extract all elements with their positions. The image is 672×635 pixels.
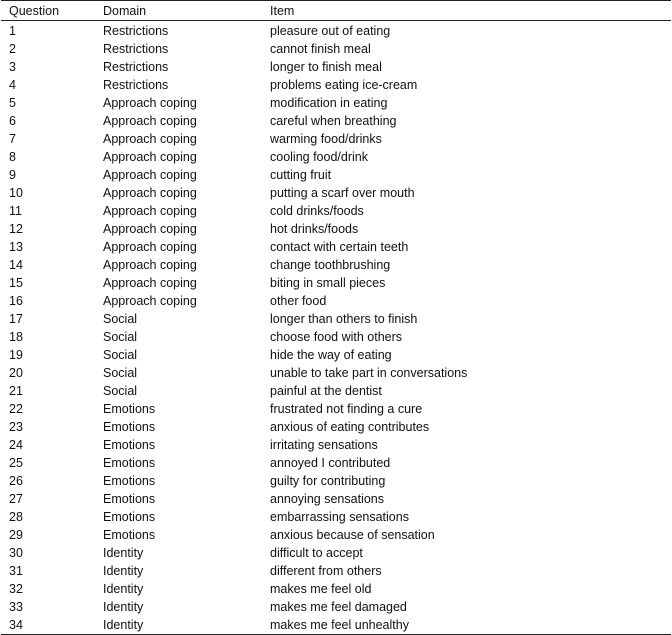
item-cell: modification in eating [270,96,388,110]
question-number-cell: 7 [9,132,16,146]
table-row [1,310,671,328]
question-number-cell: 22 [9,402,23,416]
item-cell: other food [270,294,327,308]
question-number-cell: 2 [9,42,16,56]
item-cell: annoyed I contributed [270,456,391,470]
domain-cell: Emotions [103,438,156,452]
question-number-cell: 12 [9,222,23,236]
question-number-cell: 20 [9,366,23,380]
table-row [1,562,671,580]
question-number-cell: 34 [1,616,95,635]
item-cell: unable to take part in conversations [270,366,468,380]
question-number-cell: 26 [9,474,23,488]
table-row [1,292,671,310]
table-row [1,274,671,292]
question-number-cell: 18 [9,330,23,344]
item-cell: biting in small pieces [270,276,386,290]
domain-cell: Approach coping [103,204,197,218]
domain-cell: Identity [103,582,144,596]
item-cell: contact with certain teeth [270,240,409,254]
question-number-cell: 5 [9,96,16,110]
table-row [1,166,671,184]
item-cell: anxious of eating contributes [270,420,430,434]
table-row [1,76,671,94]
domain-cell: Emotions [103,474,156,488]
question-number-cell: 31 [9,564,23,578]
question-number-cell: 4 [9,78,16,92]
domain-cell: Emotions [103,492,156,506]
table-row [1,598,671,616]
item-cell: hide the way of eating [270,348,392,362]
table-header [1,1,671,21]
table-row [1,94,671,112]
domain-cell: Approach coping [103,258,197,272]
question-number-cell: 30 [9,546,23,560]
header-question: Question [1,1,95,21]
table-row [1,184,671,202]
question-number-cell: 10 [9,186,23,200]
item-cell: choose food with others [270,330,403,344]
table-row [1,472,671,490]
question-number-cell: 29 [9,528,23,542]
domain-cell: Approach coping [103,168,197,182]
question-number-cell: 32 [9,582,23,596]
header-domain: Domain [95,1,262,21]
questionnaire-table [1,0,671,635]
domain-cell: Social [103,366,138,380]
question-number-cell: 14 [9,258,23,272]
table-row [1,202,671,220]
item-cell: guilty for contributing [270,474,386,488]
domain-cell: Identity [103,600,144,614]
table-row [1,40,671,58]
table-row [1,58,671,76]
question-number-cell: 25 [9,456,23,470]
item-cell: frustrated not finding a cure [270,402,423,416]
item-cell: cutting fruit [270,168,332,182]
table-row [1,400,671,418]
header-row [1,1,671,21]
domain-cell: Emotions [103,420,156,434]
table-row [1,220,671,238]
item-cell: annoying sensations [270,492,384,506]
domain-cell: Approach coping [103,96,197,110]
question-number-cell: 21 [9,384,23,398]
item-cell: irritating sensations [270,438,378,452]
table-row [1,508,671,526]
question-number-cell: 19 [9,348,23,362]
table-row [1,382,671,400]
question-number-cell: 11 [9,204,22,218]
item-cell: hot drinks/foods [270,222,359,236]
header-item: Item [262,1,671,21]
item-cell: makes me feel damaged [270,600,407,614]
domain-cell: Social [103,384,138,398]
item-cell: cooling food/drink [270,150,368,164]
domain-cell: Restrictions [103,60,169,74]
question-number-cell: 9 [9,168,16,182]
table-row [1,418,671,436]
item-cell: careful when breathing [270,114,397,128]
table-row [1,256,671,274]
item-cell: longer than others to finish [270,312,418,326]
domain-cell: Social [103,348,138,362]
question-number-cell: 17 [9,312,23,326]
question-number-cell: 1 [9,24,16,38]
item-cell: painful at the dentist [270,384,382,398]
question-number-cell: 16 [9,294,23,308]
table-row [1,238,671,256]
table-row [1,436,671,454]
domain-cell: Emotions [103,402,156,416]
item-cell: anxious because of sensation [270,528,435,542]
domain-cell: Approach coping [103,114,197,128]
table-row [1,526,671,544]
question-number-cell: 27 [9,492,23,506]
question-number-cell: 15 [9,276,23,290]
item-cell: embarrassing sensations [270,510,409,524]
domain-cell: Social [103,312,138,326]
table-row [1,490,671,508]
question-number-cell: 24 [9,438,23,452]
item-cell: makes me feel old [270,582,372,596]
table-row [1,544,671,562]
table-row [1,130,671,148]
domain-cell: Identity [103,564,144,578]
table-row [1,364,671,382]
table-row [1,346,671,364]
domain-cell: Restrictions [103,24,169,38]
domain-cell: Approach coping [103,222,197,236]
item-cell: longer to finish meal [270,60,382,74]
item-cell: different from others [270,564,382,578]
table-body [1,21,671,635]
table-row [1,454,671,472]
question-number-cell: 23 [9,420,23,434]
item-cell: difficult to accept [270,546,363,560]
item-cell: cold drinks/foods [270,204,364,218]
item-cell: problems eating ice-cream [270,78,418,92]
table-row [1,148,671,166]
item-cell: cannot finish meal [270,42,371,56]
domain-cell: Restrictions [103,42,169,56]
table-row [1,21,671,41]
table-row [1,328,671,346]
questionnaire-table-container [1,0,671,635]
table-row [1,616,671,635]
domain-cell: Emotions [103,456,156,470]
domain-cell: Approach coping [103,276,197,290]
item-cell: putting a scarf over mouth [270,186,415,200]
question-number-cell: 8 [9,150,16,164]
domain-cell: Restrictions [103,78,169,92]
domain-cell: Approach coping [103,186,197,200]
question-number-cell: 6 [9,114,16,128]
domain-cell: Identity [95,616,262,635]
domain-cell: Approach coping [103,132,197,146]
domain-cell: Approach coping [103,294,197,308]
question-number-cell: 33 [9,600,23,614]
item-cell: makes me feel unhealthy [262,616,671,635]
question-number-cell: 28 [9,510,23,524]
table-row [1,580,671,598]
domain-cell: Identity [103,546,144,560]
item-cell: warming food/drinks [270,132,382,146]
question-number-cell: 3 [9,60,16,74]
domain-cell: Social [103,330,138,344]
domain-cell: Emotions [103,510,156,524]
domain-cell: Emotions [103,528,156,542]
table-row [1,112,671,130]
item-cell: pleasure out of eating [270,24,391,38]
question-number-cell: 13 [9,240,23,254]
domain-cell: Approach coping [103,150,197,164]
item-cell: change toothbrushing [270,258,391,272]
domain-cell: Approach coping [103,240,197,254]
